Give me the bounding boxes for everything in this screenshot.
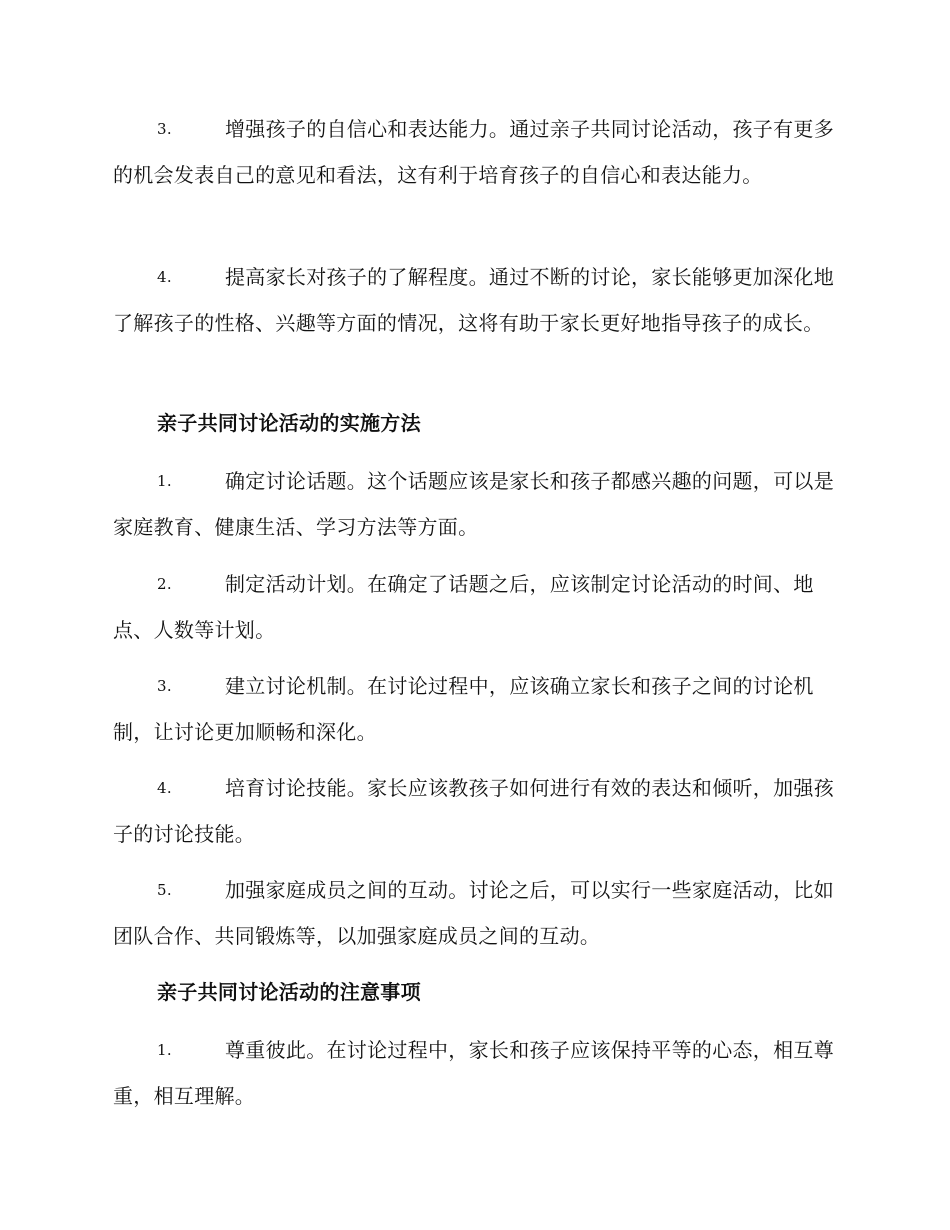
- list-item-number: 5.: [157, 881, 172, 899]
- list-item-number: 3.: [157, 120, 172, 138]
- list-item-number: 4.: [157, 268, 172, 286]
- list-item-text: 确定讨论话题。这个话题应该是家长和孩子都感兴趣的问题，可以是家庭教育、健康生活、学习方法等方面。: [113, 469, 834, 539]
- list-item: [113, 663, 838, 755]
- list-item: [113, 867, 838, 959]
- list-item-number: 1.: [157, 472, 172, 490]
- list-item-text: 制定活动计划。在确定了话题之后，应该制定讨论活动的时间、地点、人数等计划。: [113, 572, 814, 642]
- list-item: [113, 765, 838, 857]
- list-item-text: 增强孩子的自信心和表达能力。通过亲子共同讨论活动，孩子有更多的机会发表自己的意见和看法，这有利于培育孩子的自信心和表达能力。: [113, 117, 834, 187]
- list-item: [113, 1027, 838, 1119]
- list-item-number: 3.: [157, 677, 172, 695]
- list-item-number: 4.: [157, 779, 172, 797]
- list-item: [113, 458, 838, 550]
- list-item-text: 提高家长对孩子的了解程度。通过不断的讨论，家长能够更加深化地了解孩子的性格、兴趣等方面的情况，这将有助于家长更好地指导孩子的成长。: [113, 265, 834, 335]
- list-item-number: 1.: [157, 1041, 172, 1059]
- list-item-number: 2.: [157, 575, 172, 593]
- list-item-text: 加强家庭成员之间的互动。讨论之后，可以实行一些家庭活动，比如团队合作、共同锻炼等，以加强家庭成员之间的互动。: [113, 878, 834, 948]
- list-item: [113, 561, 838, 653]
- list-item: [113, 106, 838, 198]
- list-item-text: 建立讨论机制。在讨论过程中，应该确立家长和孩子之间的讨论机制，让讨论更加顺畅和深化。: [113, 674, 814, 744]
- list-item: [113, 254, 838, 346]
- list-item-text: 尊重彼此。在讨论过程中，家长和孩子应该保持平等的心态，相互尊重，相互理解。: [113, 1038, 834, 1108]
- list-item-text: 培育讨论技能。家长应该教孩子如何进行有效的表达和倾听，加强孩子的讨论技能。: [113, 776, 834, 846]
- section-heading-implementation: 亲子共同讨论活动的实施方法: [157, 411, 421, 435]
- section-heading-precautions: 亲子共同讨论活动的注意事项: [157, 980, 421, 1004]
